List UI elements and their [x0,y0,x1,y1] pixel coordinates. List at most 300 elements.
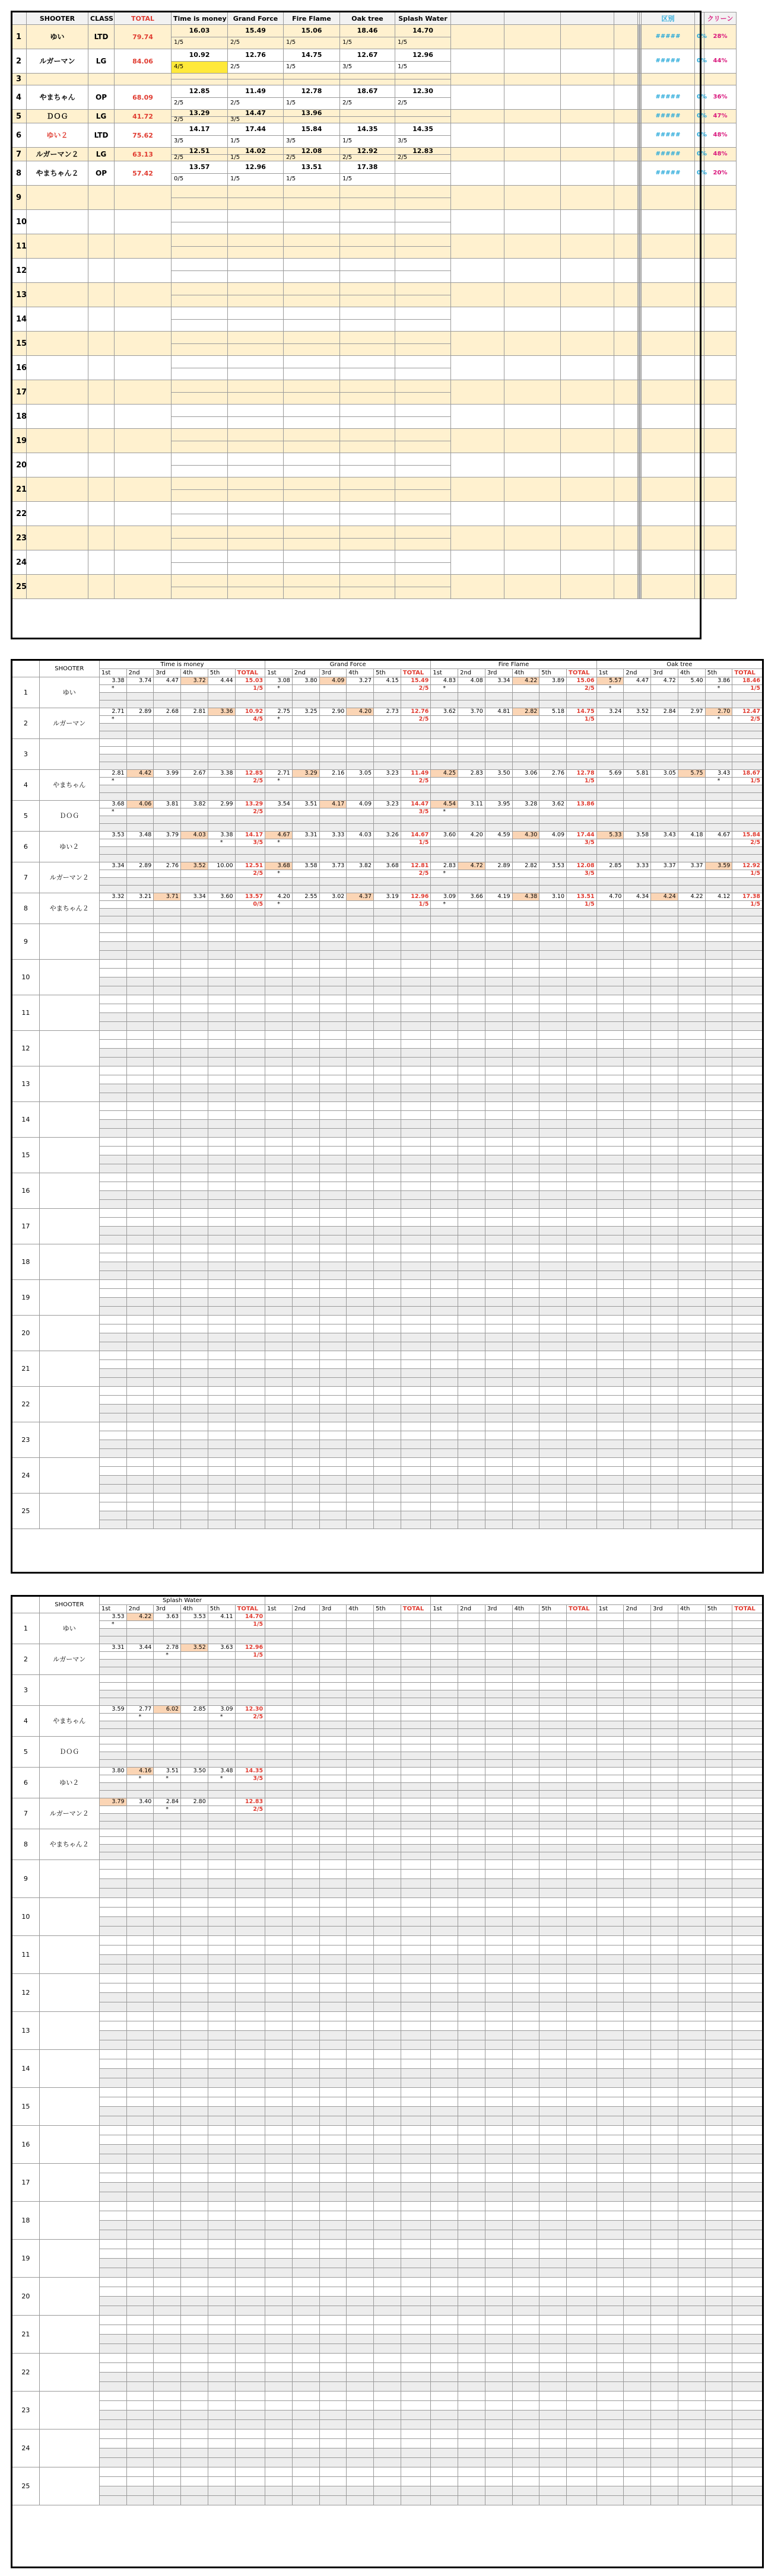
string-time [265,1360,293,1369]
string-time [485,2012,512,2021]
string-time [319,1760,347,1768]
string-time [208,1660,235,1667]
detail-subrow [12,2183,763,2192]
string-time [347,1324,374,1333]
stage-total [567,1667,597,1675]
category-value [642,502,695,526]
string-time [705,2059,732,2069]
stage-rank [395,295,451,307]
row-number: 2 [12,1644,40,1675]
stage-total [235,1129,265,1138]
stage-rank [172,319,228,332]
string-time [539,2183,567,2192]
string-time [596,960,624,969]
stage-total [567,1768,597,1775]
string-time [154,2135,181,2145]
stage-score [172,453,228,466]
row-number: 18 [12,405,27,429]
string-time [596,1209,624,1218]
string-time [181,1917,208,1927]
stage-total [732,2069,763,2078]
string-time [181,1837,208,1845]
string-time [678,724,705,731]
string-time [319,1936,347,1945]
stage-rank [228,270,284,283]
stage-score [228,502,284,514]
string-time [431,2050,458,2059]
string-time [154,1955,181,1964]
stage-total [732,1405,763,1413]
stage-total: 11.49 [401,770,431,778]
string-time [292,1983,319,1993]
string-time [154,1280,181,1289]
stage-total [401,1721,431,1729]
string-time [154,1511,181,1520]
string-time [292,2183,319,2192]
string-time [319,2059,347,2069]
string-time [651,1173,678,1182]
string-time [624,1955,651,1964]
string-time [99,1898,126,1908]
string-time [154,1636,181,1644]
stage-total [235,1511,265,1520]
string-time [374,1721,401,1729]
string-time [374,1111,401,1120]
string-time: 3.72 [181,677,208,685]
string-time [99,1829,126,1837]
string-time [374,1449,401,1458]
string-time [347,1729,374,1737]
string-time [485,1768,512,1775]
string-time [624,1093,651,1102]
stage-total [732,1102,763,1111]
stage-rank [340,416,395,429]
string-time [458,1218,485,1227]
string-time [99,1040,126,1049]
summary-row [12,74,737,79]
string-time [458,2021,485,2031]
string-time [705,1013,732,1022]
stage-total [401,762,431,770]
string-time [319,1494,347,1502]
string-time [99,2088,126,2097]
stage-rank [284,295,340,307]
string-time [651,1102,678,1111]
stage-score: 15.84 [284,123,340,136]
string-time [458,747,485,754]
string-time [512,2145,539,2154]
string-time [99,1752,126,1760]
stage-total [732,995,763,1004]
string-time [154,2040,181,2050]
string-time [512,2154,539,2164]
string-time [678,1845,705,1852]
stage-total [567,1760,597,1768]
string-time [208,1049,235,1058]
string-time [705,1917,732,1927]
string-time [319,2050,347,2059]
string-time [154,1324,181,1333]
string-time [539,1458,567,1467]
string-time [624,1102,651,1111]
string-time [181,1431,208,1440]
row-number: 21 [12,1351,40,1387]
string-time [292,1191,319,1200]
total-subheader: TOTAL [567,1605,597,1613]
string-time [624,1342,651,1351]
detail-subrow [12,816,763,824]
string-time [596,1360,624,1369]
detail-subrow [12,808,763,816]
string-time [512,1387,539,1396]
stage-total: 12.96 [235,1644,265,1652]
string-time [485,977,512,986]
stage-total [732,1289,763,1298]
stage-total [235,1289,265,1298]
stage-total [732,1845,763,1852]
stage-score [340,502,395,514]
string-time [624,1852,651,1860]
string-time [624,2002,651,2012]
string-time [347,1431,374,1440]
string-subheader: 4th [347,1605,374,1613]
stage-score [340,74,395,79]
stage-total [567,1405,597,1413]
string-time [512,2050,539,2059]
string-time [651,1369,678,1378]
string-time: 5.40 [678,677,705,685]
string-time [705,1173,732,1182]
string-time [705,1111,732,1120]
string-time [651,1458,678,1467]
stage-total [567,1964,597,1974]
string-time [539,1129,567,1138]
detail-subrow [12,847,763,855]
string-time [624,1476,651,1485]
string-time [347,1476,374,1485]
row-number: 3 [12,74,27,85]
stage-total [567,747,597,754]
string-time [99,1783,126,1791]
row-number: 2 [12,49,27,74]
detail-subrow [12,1806,763,1814]
stage-total [235,1814,265,1822]
string-time [651,2183,678,2192]
string-time [126,1744,154,1752]
string-time: 4.20 [347,708,374,716]
stage-total [567,1316,597,1324]
string-time [126,1111,154,1120]
string-time [208,1271,235,1280]
stage-total [567,1227,597,1236]
string-time [265,995,293,1004]
string-time [319,855,347,862]
string-time [705,1307,732,1316]
string-time [208,2021,235,2031]
string-time [596,1387,624,1396]
string-time [705,1378,732,1387]
string-time [347,1983,374,1993]
stage-total [235,1244,265,1253]
string-time [678,2164,705,2173]
string-time [181,1520,208,1529]
string-time [651,960,678,969]
string-subheader: 3rd [651,1605,678,1613]
string-time [539,1013,567,1022]
detail-subrow [12,2069,763,2078]
string-time [265,1644,293,1652]
string-time [99,1191,126,1200]
string-time [181,1908,208,1917]
string-time [265,1102,293,1111]
string-time [624,1822,651,1829]
string-time [678,969,705,977]
detail-subrow [12,1467,763,1476]
string-time [539,685,567,693]
stage-rank [284,343,340,356]
string-time [374,1860,401,1870]
string-time [651,878,678,886]
stage-total [235,1879,265,1889]
string-time [512,1613,539,1621]
stage-total [732,2107,763,2116]
string-time [265,2192,293,2202]
string-time [651,1476,678,1485]
percent-value [695,74,704,85]
stage-total [401,1744,431,1752]
string-time [292,1964,319,1974]
stage-rank [284,270,340,283]
string-time [208,2173,235,2183]
string-time [485,1182,512,1191]
string-time [512,1683,539,1690]
string-time [651,716,678,724]
stage-total [401,1307,431,1316]
string-time [678,1138,705,1147]
string-time [624,1714,651,1721]
string-time [596,824,624,832]
detail-row [12,1351,763,1360]
detail-row [12,1066,763,1075]
string-time [126,793,154,801]
string-time [485,1351,512,1360]
percent-value: 0% [695,49,704,74]
stage-total [401,1629,431,1636]
stage-total [401,1387,431,1396]
string-time [319,1870,347,1879]
string-time [651,801,678,808]
string-time [512,1129,539,1138]
string-time [347,1458,374,1467]
string-time [539,1675,567,1683]
stage-total [401,816,431,824]
stage-rank: 1/5 [284,97,340,110]
string-time [431,1822,458,1829]
string-time [458,1280,485,1289]
string-time [431,986,458,995]
detail-subrow [12,1752,763,1760]
string-mark: * [208,839,235,847]
string-time [126,1396,154,1405]
detail-subrow [12,1993,763,2002]
stage-total [732,1236,763,1244]
string-time [596,1837,624,1845]
summary-row [12,502,737,514]
string-time [512,933,539,942]
string-time [624,960,651,969]
stage-total [235,1138,265,1147]
detail-subrow [12,1629,763,1636]
stage-total [567,2040,597,2050]
string-time [431,1129,458,1138]
stage-total [567,2135,597,2145]
string-time [458,2012,485,2021]
string-time [458,2135,485,2145]
string-time [99,1511,126,1520]
stage-rank [228,514,284,526]
string-time [485,1675,512,1683]
row-number: 21 [12,477,27,502]
string-time [678,1440,705,1449]
string-time: 2.76 [154,862,181,870]
string-time [292,1852,319,1860]
string-time [265,1752,293,1760]
string-time [458,2069,485,2078]
string-time [624,1387,651,1396]
string-time [208,1698,235,1706]
detail-row [12,1387,763,1396]
stage-total: 12.81 [401,862,431,870]
string-time [292,1049,319,1058]
string-time [705,1476,732,1485]
stage-total [235,1737,265,1744]
string-time [181,1013,208,1022]
category-value [642,550,695,575]
string-time [485,1798,512,1806]
string-time [181,2116,208,2126]
string-time [539,1829,567,1837]
string-time [624,1974,651,1983]
stage-total [235,1387,265,1396]
stage-total [732,1307,763,1316]
string-time [485,1289,512,1298]
stage-total [401,1908,431,1917]
row-number: 23 [12,1422,40,1458]
string-time [651,1964,678,1974]
stage-total [235,942,265,951]
string-time [99,1298,126,1307]
string-time [181,2126,208,2135]
string-time [431,1476,458,1485]
string-time [292,2154,319,2164]
stage-total [732,2192,763,2202]
string-time [705,1974,732,1983]
string-time [624,1440,651,1449]
string-time [485,1714,512,1721]
string-time [431,1613,458,1621]
string-time [624,1333,651,1342]
stage-rank [228,489,284,502]
string-time [181,1974,208,1983]
string-time [431,1200,458,1209]
string-time [181,839,208,847]
stage-total [567,1191,597,1200]
string-time [347,1351,374,1360]
string-time [208,1511,235,1520]
string-time [651,1613,678,1621]
string-time [678,1058,705,1066]
empty-cell [504,186,561,210]
string-time [651,754,678,762]
string-time [458,1775,485,1783]
string-time [347,1316,374,1324]
string-time [374,1236,401,1244]
stage-score [172,477,228,490]
string-time [624,1889,651,1898]
string-time [374,2021,401,2031]
string-time [374,1511,401,1520]
string-time [265,1667,293,1675]
string-time: 3.70 [458,708,485,716]
string-time [265,1218,293,1227]
string-time [651,1502,678,1511]
string-time [347,2154,374,2164]
detail-subrow [12,2135,763,2145]
string-time [292,2116,319,2126]
string-time [458,901,485,909]
row-number: 25 [12,575,27,599]
string-time [208,977,235,986]
string-time [208,1502,235,1511]
string-time [651,1271,678,1280]
detail-row [12,1458,763,1467]
string-time [319,1683,347,1690]
string-time [624,1280,651,1289]
string-time [208,1814,235,1822]
string-time [319,933,347,942]
empty-cell [561,453,614,477]
string-time [624,1182,651,1191]
string-time [99,1714,126,1721]
string-time [319,1129,347,1138]
string-time [319,2192,347,2202]
string-time [154,793,181,801]
string-time [485,1898,512,1908]
string-time [154,1908,181,1917]
string-time [651,700,678,708]
string-time [705,1511,732,1520]
string-time [539,762,567,770]
string-subheader: 3rd [154,1605,181,1613]
string-time [678,1271,705,1280]
string-time [458,824,485,832]
string-time [596,1449,624,1458]
stage-score: 12.78 [284,85,340,98]
stage-total [567,1449,597,1458]
detail-subrow [12,1775,763,1783]
string-time [99,739,126,747]
string-time [624,1927,651,1936]
stage-total [235,1218,265,1227]
string-time [539,855,567,862]
string-time [624,778,651,785]
string-time [705,2040,732,2050]
stage-rank [172,246,228,259]
string-time [126,878,154,886]
stage-score: 13.57 [172,161,228,174]
empty-cell [614,186,638,210]
string-time [678,1760,705,1768]
